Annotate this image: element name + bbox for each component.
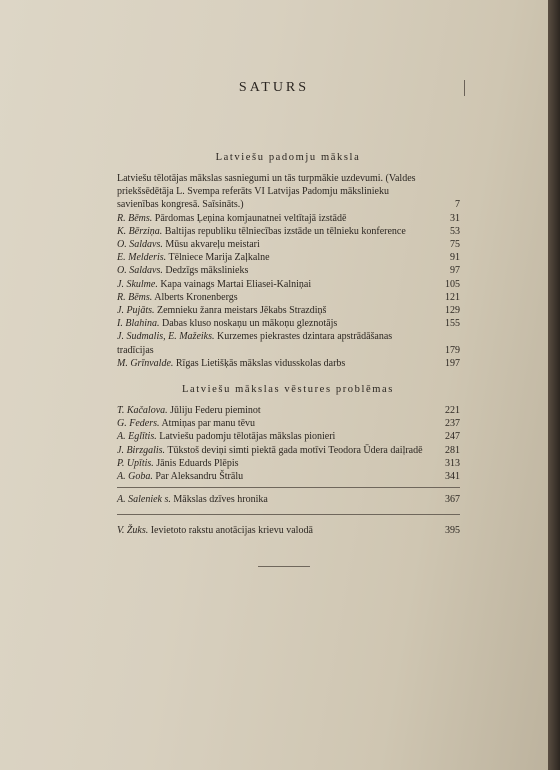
toc-entry-page: 97: [450, 265, 460, 277]
toc-entry-author: V. Žuks.: [117, 525, 149, 536]
toc-entry: [117, 493, 460, 506]
toc-entry: [117, 457, 460, 470]
toc-entry-title: Latviešu padomju tēlotājas mākslas pionieri: [159, 431, 336, 443]
toc-entry-title: Kurzemes piekrastes dzintara apstrādāšanas tradīcijas: [117, 331, 393, 356]
toc-entry-title: Dabas kluso noskaņu un mākoņu gleznotājs: [162, 318, 338, 330]
toc-chronicle: [117, 493, 460, 506]
toc-entry-author: T. Kačalova.: [117, 405, 168, 416]
toc-entry-page: 281: [445, 444, 460, 456]
toc-entry: [117, 470, 460, 483]
toc-entry-title: Pārdomas Ļeņina komjaunatnei veltītajā izstādē: [154, 212, 347, 224]
toc-entry-title: Kapa vainags Martai Eliasei-Kalniņai: [160, 278, 312, 290]
toc-entry-author: J. Sudmalis, E. Mažeiks.: [117, 331, 215, 343]
toc-entry-page: 221: [445, 405, 460, 416]
toc-entry-title: Tēlniece Marija Zaļkalne: [168, 252, 270, 264]
toc-entry-author: I. Blahina.: [117, 318, 160, 330]
toc-entry-author: O. Saldavs.: [117, 239, 163, 251]
toc-entry-title: Par Aleksandru Štrālu: [155, 471, 244, 483]
toc-entry-title: Latviešu tēlotājas mākslas sasniegumi un tās turpmākie uzdevumi. (Valdes priekšsēdētāja L. Svempa referāts VI Latvijas Padomju mākslinieku savienības kongresā. Saīsināts.): [117, 173, 416, 211]
toc-entry-page: 31: [450, 212, 460, 224]
toc-entry: [117, 278, 460, 291]
toc-entry: [117, 212, 460, 225]
toc-entry-page: 155: [445, 318, 460, 330]
toc-entry-page: 91: [450, 252, 460, 264]
toc-entry: [117, 357, 460, 370]
toc-entry-page: 197: [445, 357, 460, 369]
toc-entry-author: A. Saleniek s.: [117, 494, 171, 505]
toc-entry-title: Atmiņas par manu tēvu: [161, 418, 256, 430]
divider: [117, 487, 460, 488]
page-title: SATURS: [238, 80, 310, 95]
end-rule: [258, 566, 310, 567]
page-edge: [548, 0, 560, 770]
toc-entry-page: 237: [445, 418, 460, 430]
toc-entry-title: Dedzīgs mākslinieks: [165, 265, 249, 277]
toc-entry-title: Alberts Kronenbergs: [154, 291, 238, 303]
toc-section-art-history: [117, 404, 460, 483]
toc-entry: [117, 304, 460, 317]
toc-entry-title: Tūkstoš deviņi simti piektā gada motīvi Teodora Ūdera daiļradē: [167, 444, 423, 456]
toc-entry: [117, 172, 460, 212]
toc-entry-author: A. Eglītis.: [117, 431, 157, 443]
toc-entry: [117, 444, 460, 457]
toc-entry-author: J. Skulme.: [117, 278, 158, 290]
toc-entry-page: 7: [455, 199, 460, 211]
toc-annotations: [117, 524, 460, 537]
toc-entry: [117, 317, 460, 330]
toc-section-soviet-art: [117, 172, 460, 370]
toc-entry: [117, 430, 460, 443]
toc-entry-author: O. Saldavs.: [117, 265, 163, 277]
toc-entry-author: J. Birzgalis.: [117, 444, 166, 456]
toc-entry-author: R. Bēms.: [117, 212, 153, 224]
toc-entry-author: A. Goba.: [117, 471, 153, 483]
toc-entry-page: 105: [445, 278, 460, 290]
toc-entry-title: Mūsu akvareļu meistari: [165, 239, 260, 251]
toc-entry-page: 75: [450, 239, 460, 251]
section-heading: Latviešu mākslas vēstures problēmas: [181, 384, 394, 395]
toc-entry-title: Baltijas republiku tēlniecības izstāde un tēlnieku konference: [164, 225, 406, 237]
toc-entry-page: 313: [445, 457, 460, 469]
toc-entry-author: J. Pujāts.: [117, 305, 155, 317]
toc-entry-page: 247: [445, 431, 460, 443]
toc-entry: [117, 404, 460, 417]
divider: [117, 514, 460, 515]
toc-entry-author: M. Grīnvalde.: [117, 357, 174, 369]
toc-entry-page: 53: [450, 225, 460, 237]
toc-entry: [117, 330, 460, 356]
toc-entry-page: 395: [445, 525, 460, 536]
toc-entry: [117, 291, 460, 304]
toc-entry-author: E. Melderis.: [117, 252, 167, 264]
toc-entry: [117, 225, 460, 238]
toc-entry-page: 121: [445, 291, 460, 303]
toc-entry-author: P. Upītis.: [117, 457, 154, 469]
pencil-mark: [464, 80, 465, 96]
toc-entry-title: Ievietoto rakstu anotācijas krievu valodā: [150, 525, 313, 536]
toc-entry: [117, 417, 460, 430]
toc-entry: [117, 251, 460, 264]
toc-entry-title: Jānis Eduards Plēpis: [156, 457, 239, 469]
toc-entry: [117, 524, 460, 537]
toc-entry-title: Jūliju Federu pieminot: [170, 405, 261, 416]
toc-entry-title: Rīgas Lietišķās mākslas vidusskolas darbs: [175, 357, 346, 369]
toc-entry-author: G. Feders.: [117, 418, 160, 430]
toc-entry-page: 367: [445, 494, 460, 505]
toc-entry-author: K. Bērziņa.: [117, 225, 163, 237]
toc-entry-title: Zemnieku žanra meistars Jēkabs Strazdiņš: [157, 305, 327, 317]
toc-entry-page: 129: [445, 305, 460, 317]
toc-entry: [117, 264, 460, 277]
toc-entry: [117, 238, 460, 251]
toc-entry-author: R. Bēms.: [117, 291, 153, 303]
section-heading: Latviešu padomju māksla: [215, 152, 361, 163]
toc-entry-page: 341: [445, 471, 460, 483]
toc-entry-title: Mākslas dzīves hronika: [173, 494, 268, 505]
toc-entry-page: 179: [445, 344, 460, 356]
